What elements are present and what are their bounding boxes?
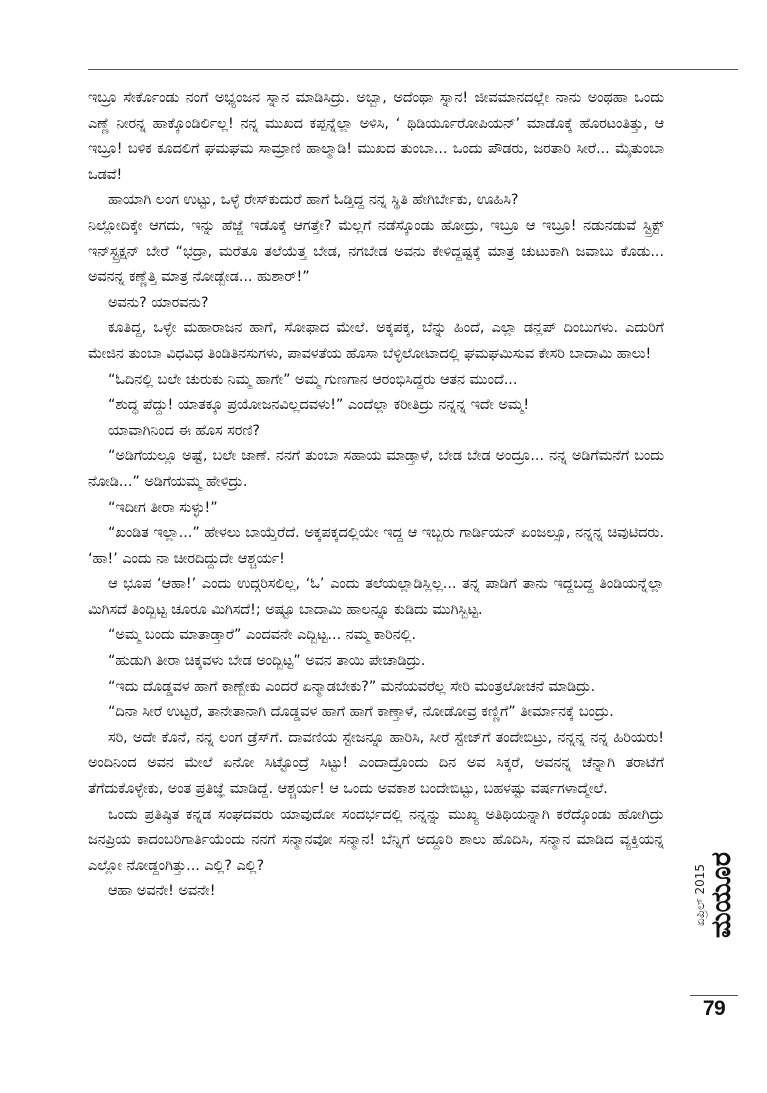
paragraph: “ಖಂಡಿತ ಇಲ್ಲಾ...” ಹೇಳಲು ಬಾಯ್ತೆರೆದೆ. ಅಕ್ಕಪಕ್ಕದಲ್ಲಿಯೇ ಇದ್ದ ಆ ಇಬ್ಬರು ಗಾರ್ಡಿಯನ್ ಏಂಜಲ್ಸೂ, ನನ್ನನ್ನ ಚಿವುಟಿದರು. ‘ಹಾ!’ ಎಂದು ನಾ ಚೀರದಿದ್ದುದೇ ಆಶ್ಚರ್ಯ! [88, 525, 664, 567]
paragraph: ನಿಲ್ಲೋದಿಕ್ಕೇ ಆಗದು, ಇನ್ನು ಹೆಜ್ಜೆ ಇಡೊಕ್ಕೆ ಆಗತ್ತೇ? ಮೆಲ್ಲಗೆ ನಡೆಸ್ಕೊಂಡು ಹೋದ್ರು, ಇಬ್ರೂ ಆ ಇಬ್ರೂ! ನಡುನಡುವೆ ಸ್ಟ್ರಿಕ್ಟ್ ಇನ್‌ಸ್ಟ್ರಕ್ಷನ್ ಬೇರೆ “ಭದ್ರಾ, ಮರೆತೂ ತಲೆಯೆತ್ತ ಬೇಡ, ನಗಬೇಡ ಅವನು ಕೇಳಿದ್ದಷ್ಟಕ್ಕೆ ಮಾತ್ರ ಚುಟುಕಾಗಿ ಜವಾಬು ಕೊಡು... ಅವನನ್ನ ಕಣ್ಣೆತ್ತಿ ಮಾತ್ರ ನೋಡ್ಬೇಡ... ಹುಶಾರ್!” [88, 217, 664, 286]
magazine-side-mark [690, 806, 738, 984]
article-body [88, 86, 664, 905]
paragraph: “ಅಮ್ಮ ಬಂದು ಮಾತಾಡ್ತಾರೆ” ಎಂದವನೇ ಎದ್ಬಿಟ್ಟ... ನಮ್ಮ ಕಾರಿನಲ್ಲಿ. [108, 627, 417, 644]
header-rule [88, 69, 738, 70]
paragraph: “ಇದೀಗ ತೀರಾ ಸುಳ್ಳು!” [108, 499, 218, 516]
paragraph: ಆಹಾ ಅವನೇ! ಅವನೇ! [108, 883, 216, 900]
paragraph: ಸರಿ, ಅದೇ ಕೊನೆ, ನನ್ನ ಲಂಗ ಡ್ರೆಸ್‌ಗೆ. ದಾವಣಿಯ ಸ್ಟೇಜನ್ನೂ ಹಾರಿಸಿ, ಸೀರೆ ಸ್ಟೇಜ್‌ಗೆ ತಂದೇಬಿಟ್ರು, ನನ್ನನ್ನ ನನ್ನ ಹಿರಿಯರು! ಅಂದಿನಿಂದ ಅವನ ಮೇಲೆ ಏನೋ ಸಿಟ್ಟೊಂದ್ರೆ ಸಿಟ್ಟು! ಎಂದಾದ್ರೊಂದು ದಿನ ಅವ ಸಿಕ್ಕರೆ, ಅವನನ್ನ ಚೆನ್ನಾಗಿ ತರಾಟೆಗೆ ತೆಗೆದುಕೊಳ್ಳೇಕು, ಅಂತ ಪ್ರತಿಜ್ಞೆ ಮಾಡಿದ್ದೆ. ಆಶ್ಚರ್ಯ! ಆ ಒಂದು ಅವಕಾಶ ಬಂದೇಬಿಟ್ಟು, ಬಹಳಷ್ಟು ವರ್ಷಗಳಾದ್ಮೇಲೆ. [88, 729, 664, 798]
paragraph: ಆ ಭೂಪ ‘ಆಹಾ!’ ಎಂದು ಉದ್ಗರಿಸಲಿಲ್ಲ, ‘ಓ’ ಎಂದು ತಲೆಯಲ್ಲಾಡಿಸ್ಲಿಲ್ಲ... ತನ್ನ ಪಾಡಿಗೆ ತಾನು ಇದ್ದಬದ್ದ ತಿಂಡಿಯನ್ನೆಲ್ಲಾ ಮಿಗಿಸದೆ ತಿಂದ್ಬಿಟ್ಟ ಚೂರೂ ಮಿಗಿಸದೆ!; ಅಷ್ಟೂ ಬಾದಾಮಿ ಹಾಲನ್ನೂ ಕುಡಿದು ಮುಗಿಸ್ಬಿಟ್ಟ. [88, 576, 664, 618]
paragraph: ಇಬ್ರೂ ಸೇರ್ಕೊಂಡು ನಂಗೆ ಅಭ್ಯಂಜನ ಸ್ನಾನ ಮಾಡಿಸಿದ್ರು. ಅಬ್ಬಾ, ಅದೆಂಥಾ ಸ್ನಾನ! ಜೀವಮಾನದಲ್ಲೇ ನಾನು ಅಂಥಹಾ ಒಂದು ಎಣ್ಣೆ ನೀರನ್ನ ಹಾಕ್ಕೊಂಡಿರ್ಲಿಲ್ಲ! ನನ್ನ ಮುಖದ ಕಪ್ಪನ್ನೆಲ್ಲಾ ಅಳಿಸಿ, ‘ ಥಿಡಿರ್ಯೂರೋಪಿಯನ್’ ಮಾಡೊಕ್ಕೆ ಹೊರಟಂತಿತ್ತು, ಆ ಇಬ್ರೂ! ಬಳಿಕ ಕೂದಲಿಗೆ ಘಮಘಮ ಸಾಮ್ರಾಣಿ ಹಾಲ್ಮಾಡಿ! ಮುಖದ ತುಂಬಾ... ಒಂದು ಪೌಡರು, ಜರತಾರಿ ಸೀರೆ... ಮೈತುಂಬಾ ಒಡವೆ! [88, 90, 664, 183]
paragraph: “ದಿನಾ ಸೀರೆ ಉಟ್ಟರೆ, ತಾನೇತಾನಾಗಿ ದೊಡ್ಡವಳ ಹಾಗೆ ಹಾಗೆ ಕಾಣ್ತಾಳೆ, ನೋಡೋವ್ರ ಕಣ್ಣಿಗೆ” ತೀರ್ಮಾನಕ್ಕೆ ಬಂದ್ರು. [108, 704, 614, 721]
paragraph: “ಹುಡುಗಿ ತೀರಾ ಚಿಕ್ಕವಳು ಬೇಡ ಅಂದ್ಬಿಟ್ಟ” ಅವನ ತಾಯಿ ಪೇಚಾಡಿದ್ರು. [108, 653, 426, 670]
paragraph: ಯಾವಾಗಿನಿಂದ ಈ ಹೊಸ ಸರಣಿ? [108, 422, 261, 439]
paragraph: ಕೂತಿದ್ದ, ಒಳ್ಳೇ ಮಹಾರಾಜನ ಹಾಗೆ, ಸೋಫಾದ ಮೇಲೆ. ಅಕ್ಕಪಕ್ಕ, ಬೆನ್ನು ಹಿಂದೆ, ಎಲ್ಲಾ ಡನ್ಲಪ್ ದಿಂಬುಗಳು. ಎದುರಿಗೆ ಮೇಜಿನ ತುಂಬಾ ವಿಧವಿಧ ತಿಂಡಿತಿನಸುಗಳು, ಪಾವಳತೆಯ ಹೊಸಾ ಬೆಳ್ಳಿಲೋಟಾದಲ್ಲಿ ಘಮಘಮಿಸುವ ಕೇಸರಿ ಬಾದಾಮಿ ಹಾಲು! [88, 320, 664, 362]
footer-rule [690, 995, 738, 996]
paragraph: “ಇದು ದೊಡ್ಡವಳ ಹಾಗೆ ಕಾಣ್ಬೇಕು ಎಂದರೆ ಏನ್ಮಾಡಬೇಕು?” ಮನೆಯವರೆಲ್ಲ ಸೇರಿ ಮಂತ್ರಲೋಚನೆ ಮಾಡಿದ್ರು. [108, 678, 596, 695]
paragraph: ಅವನು? ಯಾರವನು? [108, 294, 209, 311]
paragraph: ಹಾಯಾಗಿ ಲಂಗ ಉಟ್ಟು, ಒಳ್ಳೆ ರೇಸ್‌ಕುದುರೆ ಹಾಗೆ ಓಡ್ತಿದ್ದ ನನ್ನ ಸ್ಥಿತಿ ಹೇಗಿರ್ಬೇಕು, ಊಹಿಸಿ? [108, 192, 519, 209]
page-number: 79 [702, 997, 726, 1020]
paragraph: “ಶುದ್ಧ ಪೆದ್ದು! ಯಾತಕ್ಕೂ ಪ್ರಯೋಜನವಿಲ್ಲದವಳು!” ಎಂದೆಲ್ಲಾ ಕರೀತಿದ್ರು ನನ್ನನ್ನ ಇದೇ ಅಮ್ಮ! [108, 397, 530, 414]
paragraph: ಒಂದು ಪ್ರತಿಷ್ಠಿತ ಕನ್ನಡ ಸಂಘದವರು ಯಾವುದೋ ಸಂದರ್ಭದಲ್ಲಿ ನನ್ನನ್ನು ಮುಖ್ಯ ಅತಿಥಿಯನ್ನಾಗಿ ಕರೆದ್ಕೊಂಡು ಹೋಗಿದ್ರು ಜನಪ್ರಿಯ ಕಾದಂಬರಿಗಾರ್ತಿಯೆಂದು ನನಗೆ ಸನ್ಮಾನವೋ ಸನ್ಮಾನ! ಬೆನ್ನಿಗೆ ಅದ್ದೂರಿ ಶಾಲು ಹೊದಿಸಿ, ಸನ್ಮಾನ ಮಾಡಿದ ವ್ಯಕ್ತಿಯನ್ನ ಎಲ್ಲೋ ನೋಡ್ದಂಗಿತ್ತು... ಎಲ್ಲಿ? ಎಲ್ಲಿ? [88, 806, 664, 874]
issue-date: ಏಪ್ರಿಲ್ 2015 [693, 864, 707, 926]
magazine-masthead: ಮಯೂರ [706, 851, 737, 939]
paragraph: “ಅಡಿಗೆಯಲ್ಲೂ ಅಷ್ಟೆ, ಬಲೇ ಜಾಣೆ. ನನಗೆ ತುಂಬಾ ಸಹಾಯ ಮಾಡ್ತಾಳೆ, ಬೇಡ ಬೇಡ ಅಂದ್ರೂ... ನನ್ನ ಅಡಿಗೆಮನೆಗೆ ಬಂದು ನೋಡಿ...” ಅಡಿಗೆಯಮ್ಮ ಹೇಳಿದ್ರು. [88, 448, 664, 490]
paragraph: “ಓದಿನಲ್ಲಿ ಬಲೇ ಚುರುಕು ನಿಮ್ಮ ಹಾಗೇ” ಅಮ್ಮ ಗುಣಗಾನ ಆರಂಭಿಸಿದ್ದರು ಆತನ ಮುಂದೆ... [108, 371, 518, 388]
